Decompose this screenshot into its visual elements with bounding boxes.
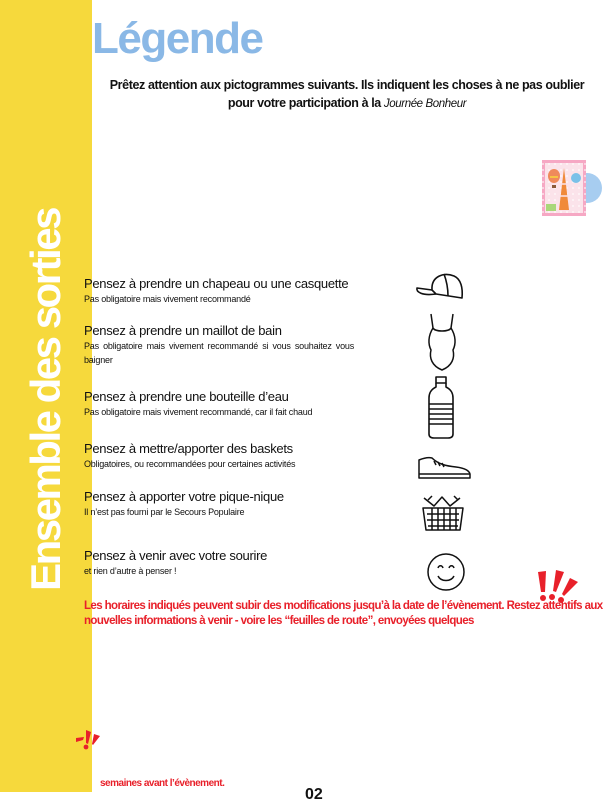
event-name: Journée Bonheur [383,98,467,110]
legend-item-picnic [84,489,354,519]
subtitle-line-2-prefix: pour votre participation à la [227,96,384,110]
item-title: Pensez à prendre une bouteille d’eau [84,389,289,404]
item-desc: Pas obligatoire mais vivement recommandé si vous souhaitez vous baigner [84,341,354,365]
smiley-icon [426,552,466,592]
item-title: Pensez à mettre/apporter des baskets [84,441,293,456]
item-desc: Obligatoires, ou recommandées pour certaines activités [84,459,296,469]
item-desc: Pas obligatoire mais vivement recommandé, car il fait chaud [84,407,313,417]
swimsuit-icon [424,312,460,372]
legend-item-cap [84,276,354,306]
legend-item-swimsuit [84,323,354,367]
warning-end: semaines avant l’évènement. [100,778,225,789]
item-desc: et rien d’autre à penser ! [84,566,177,576]
item-desc: Pas obligatoire mais vivement recommandé [84,294,251,304]
sneaker-icon [416,452,472,482]
schedule-warning: Les horaires indiqués peuvent subir des modifications jusqu’à la date de l’évènement. Restez attentifs aux nouvelles informations à venir - voire les “feuilles de route”, envoyées quelques [84,600,603,627]
picnic-basket-icon [420,494,466,534]
item-title: Pensez à prendre un maillot de bain [84,323,282,338]
page-title: Légende [92,14,263,63]
item-desc: Il n’est pas fourni par le Secours Populaire [84,507,245,517]
paris-eiffel-stamp-icon [540,158,602,218]
legend-item-sneakers [84,441,354,471]
page-number: 02 [305,786,323,803]
page-subtitle [92,76,602,113]
subtitle-line-2 [92,94,602,113]
item-title: Pensez à venir avec votre sourire [84,548,268,563]
item-title: Pensez à apporter votre pique-nique [84,489,284,504]
legend-item-smile [84,548,354,578]
item-title: Pensez à prendre un chapeau ou une casquette [84,276,349,291]
sidebar-title: Ensemble des sorties [22,209,69,591]
cap-icon [414,268,466,306]
legend-item-water-bottle [84,389,354,419]
water-bottle-icon [426,376,456,440]
exclamation-burst-small-icon [74,728,102,757]
sidebar-band [0,0,92,792]
subtitle-line-1: Prêtez attention aux pictogrammes suivants. Ils indiquent les choses à ne pas oublier [109,78,585,92]
